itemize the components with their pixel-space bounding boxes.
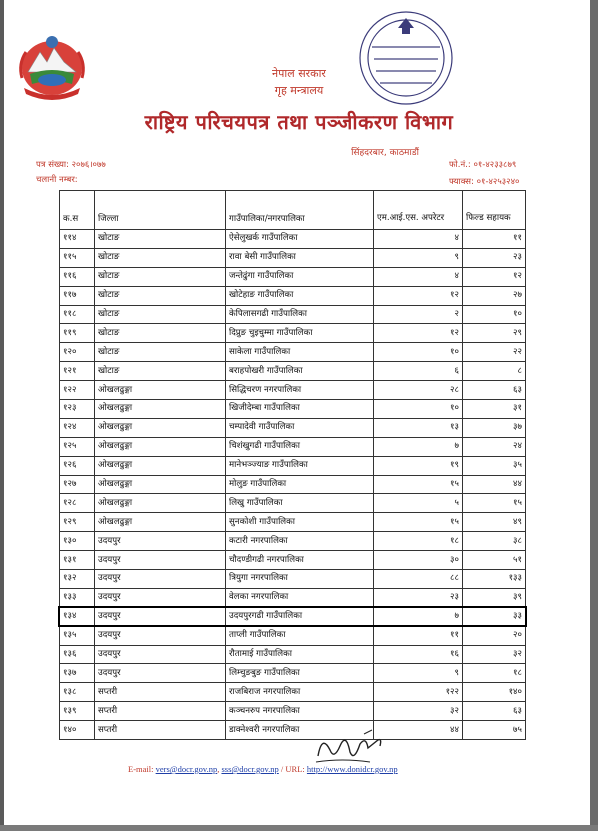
cell-serial: १३७	[60, 664, 95, 683]
cell-field-assistant: २०	[463, 626, 526, 645]
cell-serial: १४०	[60, 721, 95, 740]
department-title: राष्ट्रिय परिचयपत्र तथा पञ्जीकरण विभाग	[144, 110, 454, 134]
cell-mis-operator: ११	[374, 626, 463, 645]
cell-municipality: मोलुङ गाउँपालिका	[226, 475, 374, 494]
table-row	[60, 418, 526, 437]
cell-district: खोटाङ	[95, 324, 226, 343]
fax-number: फ्याक्स: ०१-४२५३२४०	[449, 177, 520, 187]
cell-municipality: चम्पादेवी गाउँपालिका	[226, 418, 374, 437]
website-link[interactable]: http://www.donidcr.gov.np	[306, 764, 398, 774]
cell-serial: १२६	[60, 456, 95, 475]
signature-mark	[312, 726, 388, 768]
table-row	[60, 607, 526, 626]
cell-mis-operator: ४	[374, 230, 463, 249]
cell-serial: १३४	[60, 607, 95, 626]
cell-mis-operator: १८	[374, 532, 463, 551]
table-row	[60, 343, 526, 362]
cell-municipality: राजबिराज नगरपालिका	[226, 683, 374, 702]
cell-mis-operator: १०	[374, 400, 463, 419]
cell-field-assistant: ३२	[463, 645, 526, 664]
table-row	[60, 626, 526, 645]
cell-field-assistant: ३३	[463, 607, 526, 626]
cell-district: उदयपुर	[95, 664, 226, 683]
cell-district: ओखलढुङ्गा	[95, 418, 226, 437]
cell-serial: १३२	[60, 570, 95, 589]
table-row	[60, 721, 526, 740]
cell-field-assistant: १२	[463, 267, 526, 286]
cell-municipality: डाक्नेश्वरी नगरपालिका	[226, 721, 374, 740]
cell-field-assistant: ३८	[463, 532, 526, 551]
cell-field-assistant: ३७	[463, 418, 526, 437]
cell-district: उदयपुर	[95, 626, 226, 645]
cell-field-assistant: ३१	[463, 400, 526, 419]
cell-mis-operator: ७	[374, 607, 463, 626]
cell-mis-operator: १५	[374, 513, 463, 532]
table-row	[60, 513, 526, 532]
cell-municipality: वेलका नगरपालिका	[226, 588, 374, 607]
cell-serial: १२८	[60, 494, 95, 513]
cell-field-assistant: १३३	[463, 570, 526, 589]
cell-municipality: रावा बेसी गाउँपालिका	[226, 248, 374, 267]
cell-municipality: खोटेहाङ गाउँपालिका	[226, 286, 374, 305]
cell-district: उदयपुर	[95, 551, 226, 570]
cell-mis-operator: २३	[374, 588, 463, 607]
table-row	[60, 362, 526, 381]
cell-serial: १३३	[60, 588, 95, 607]
cell-field-assistant: ३५	[463, 456, 526, 475]
phone-number: फो.नं.: ०१-४२३३८७९	[449, 160, 517, 170]
table-row	[60, 570, 526, 589]
cell-mis-operator: ४४	[374, 721, 463, 740]
table-header-row	[60, 191, 526, 230]
cell-mis-operator: २८	[374, 381, 463, 400]
cell-municipality: त्रियुगा नगरपालिका	[226, 570, 374, 589]
table-row	[60, 305, 526, 324]
cell-mis-operator: १९	[374, 456, 463, 475]
table-row	[60, 532, 526, 551]
col-header-district: जिल्ला	[95, 191, 226, 230]
cell-field-assistant: २४	[463, 437, 526, 456]
cell-district: ओखलढुङ्गा	[95, 494, 226, 513]
contact-footer: E-mail: vers@docr.gov.np, sss@docr.gov.np / URL: http://www.donidcr.gov.np	[128, 764, 398, 774]
table-body	[60, 230, 526, 740]
cell-field-assistant: १०	[463, 305, 526, 324]
cell-mis-operator: ३०	[374, 551, 463, 570]
cell-municipality: सुनकोशी गाउँपालिका	[226, 513, 374, 532]
cell-municipality: रौतामाई गाउँपालिका	[226, 645, 374, 664]
window-bottom-edge	[0, 825, 598, 831]
cell-serial: १३९	[60, 702, 95, 721]
cell-municipality: चौदण्डीगढी नगरपालिका	[226, 551, 374, 570]
government-name: नेपाल सरकार	[272, 67, 326, 80]
cell-serial: १२५	[60, 437, 95, 456]
cell-municipality: बराहपोखरी गाउँपालिका	[226, 362, 374, 381]
url-label: / URL:	[278, 764, 307, 774]
cell-district: ओखलढुङ्गा	[95, 437, 226, 456]
cell-serial: ११५	[60, 248, 95, 267]
cell-field-assistant: ४९	[463, 513, 526, 532]
cell-mis-operator: १२२	[374, 683, 463, 702]
cell-municipality: केपिलासगढी गाउँपालिका	[226, 305, 374, 324]
cell-district: ओखलढुङ्गा	[95, 381, 226, 400]
cell-serial: १२७	[60, 475, 95, 494]
table-row	[60, 494, 526, 513]
cell-field-assistant: ६३	[463, 702, 526, 721]
cell-serial: १३१	[60, 551, 95, 570]
cell-district: खोटाङ	[95, 230, 226, 249]
cell-district: खोटाङ	[95, 362, 226, 381]
cell-mis-operator: ४	[374, 267, 463, 286]
cell-field-assistant: २२	[463, 343, 526, 362]
email-label: E-mail:	[128, 764, 156, 774]
cell-district: सप्तरी	[95, 721, 226, 740]
cell-mis-operator: ६	[374, 362, 463, 381]
cell-district: ओखलढुङ्गा	[95, 475, 226, 494]
table-row	[60, 456, 526, 475]
table-row	[60, 248, 526, 267]
table-row	[60, 324, 526, 343]
cell-district: सप्तरी	[95, 683, 226, 702]
cell-district: सप्तरी	[95, 702, 226, 721]
cell-field-assistant: ३९	[463, 588, 526, 607]
cell-serial: ११४	[60, 230, 95, 249]
table-row	[60, 683, 526, 702]
cell-municipality: चिशंखुगढी गाउँपालिका	[226, 437, 374, 456]
email-link-vers[interactable]: vers@docr.gov.np	[155, 764, 218, 774]
cell-mis-operator: १५	[374, 475, 463, 494]
cell-municipality: दिप्रुङ चुइचुम्मा गाउँपालिका	[226, 324, 374, 343]
col-header-serial: क.स	[60, 191, 95, 230]
cell-field-assistant: ५१	[463, 551, 526, 570]
ministry-name: गृह मन्त्रालय	[274, 84, 324, 97]
cell-municipality: लिम्चुङबुङ गाउँपालिका	[226, 664, 374, 683]
cell-district: ओखलढुङ्गा	[95, 456, 226, 475]
table-row	[60, 400, 526, 419]
col-header-municipality: गाउँपालिका/नगरपालिका	[226, 191, 374, 230]
cell-municipality: साकेला गाउँपालिका	[226, 343, 374, 362]
cell-serial: ११६	[60, 267, 95, 286]
cell-mis-operator: २	[374, 305, 463, 324]
cell-field-assistant: १८	[463, 664, 526, 683]
table-row	[60, 551, 526, 570]
cell-mis-operator: १३	[374, 418, 463, 437]
table-row	[60, 381, 526, 400]
cell-mis-operator: ३२	[374, 702, 463, 721]
cell-serial: १३६	[60, 645, 95, 664]
cell-mis-operator: ५	[374, 494, 463, 513]
cell-serial: १३८	[60, 683, 95, 702]
cell-field-assistant: १४०	[463, 683, 526, 702]
cell-district: उदयपुर	[95, 532, 226, 551]
cell-field-assistant: ७५	[463, 721, 526, 740]
table-row	[60, 230, 526, 249]
table-row	[60, 437, 526, 456]
cell-municipality: जन्तेढुंगा गाउँपालिका	[226, 267, 374, 286]
col-header-mis-operator: एम.आई.एस. अपरेटर	[374, 191, 463, 230]
cell-serial: १२०	[60, 343, 95, 362]
cell-municipality: कटारी नगरपालिका	[226, 532, 374, 551]
table-row	[60, 645, 526, 664]
table-row	[60, 475, 526, 494]
cell-municipality: ऐसेलुखर्क गाउँपालिका	[226, 230, 374, 249]
cell-mis-operator: १२	[374, 324, 463, 343]
cell-district: उदयपुर	[95, 588, 226, 607]
cell-district: खोटाङ	[95, 248, 226, 267]
cell-serial: ११७	[60, 286, 95, 305]
cell-serial: १२१	[60, 362, 95, 381]
table-row	[60, 267, 526, 286]
table-row	[60, 286, 526, 305]
cell-serial: १२३	[60, 400, 95, 419]
cell-serial: १२४	[60, 418, 95, 437]
cell-serial: १३०	[60, 532, 95, 551]
cell-mis-operator: १०	[374, 343, 463, 362]
cell-serial: १२९	[60, 513, 95, 532]
cell-field-assistant: ४४	[463, 475, 526, 494]
cell-district: उदयपुर	[95, 645, 226, 664]
cell-serial: ११८	[60, 305, 95, 324]
cell-district: खोटाङ	[95, 267, 226, 286]
email-link-sss[interactable]: sss@docr.gov.np	[221, 764, 279, 774]
table-row	[60, 664, 526, 683]
cell-field-assistant: ६३	[463, 381, 526, 400]
col-header-field-assistant: फिल्ड सहायक	[463, 191, 526, 230]
table-row	[60, 588, 526, 607]
cell-district: ओखलढुङ्गा	[95, 400, 226, 419]
cell-field-assistant: ८	[463, 362, 526, 381]
cell-serial: १३५	[60, 626, 95, 645]
table-row	[60, 702, 526, 721]
cell-field-assistant: २७	[463, 286, 526, 305]
cell-municipality: मानेभञ्ज्याङ गाउँपालिका	[226, 456, 374, 475]
staff-allocation-table	[59, 190, 526, 740]
cell-district: खोटाङ	[95, 286, 226, 305]
cell-municipality: लिखु गाउँपालिका	[226, 494, 374, 513]
cell-mis-operator: ९	[374, 248, 463, 267]
cell-mis-operator: ९	[374, 664, 463, 683]
cell-municipality: ताप्ली गाउँपालिका	[226, 626, 374, 645]
cell-serial: १२२	[60, 381, 95, 400]
cell-field-assistant: २९	[463, 324, 526, 343]
cell-municipality: खिजीदेम्बा गाउँपालिका	[226, 400, 374, 419]
cell-district: उदयपुर	[95, 570, 226, 589]
cell-mis-operator: ७	[374, 437, 463, 456]
cell-field-assistant: ११	[463, 230, 526, 249]
cell-mis-operator: १२	[374, 286, 463, 305]
cell-serial: ११९	[60, 324, 95, 343]
letter-number: पत्र संख्या: २०७६।०७७	[36, 160, 106, 170]
cell-municipality: सिद्धिचरण नगरपालिका	[226, 381, 374, 400]
cell-district: ओखलढुङ्गा	[95, 513, 226, 532]
cell-mis-operator: १६	[374, 645, 463, 664]
cell-field-assistant: २३	[463, 248, 526, 267]
cell-district: खोटाङ	[95, 343, 226, 362]
cell-district: खोटाङ	[95, 305, 226, 324]
cell-municipality: कञ्चनरुप नगरपालिका	[226, 702, 374, 721]
cell-mis-operator: ८८	[374, 570, 463, 589]
cell-district: उदयपुर	[95, 607, 226, 626]
department-address: सिंहदरबार, काठमाडौं	[351, 148, 419, 158]
cell-municipality: उदयपुरगढी गाउँपालिका	[226, 607, 374, 626]
cell-field-assistant: १५	[463, 494, 526, 513]
dispatch-number: चलानी नम्बर:	[36, 175, 78, 185]
